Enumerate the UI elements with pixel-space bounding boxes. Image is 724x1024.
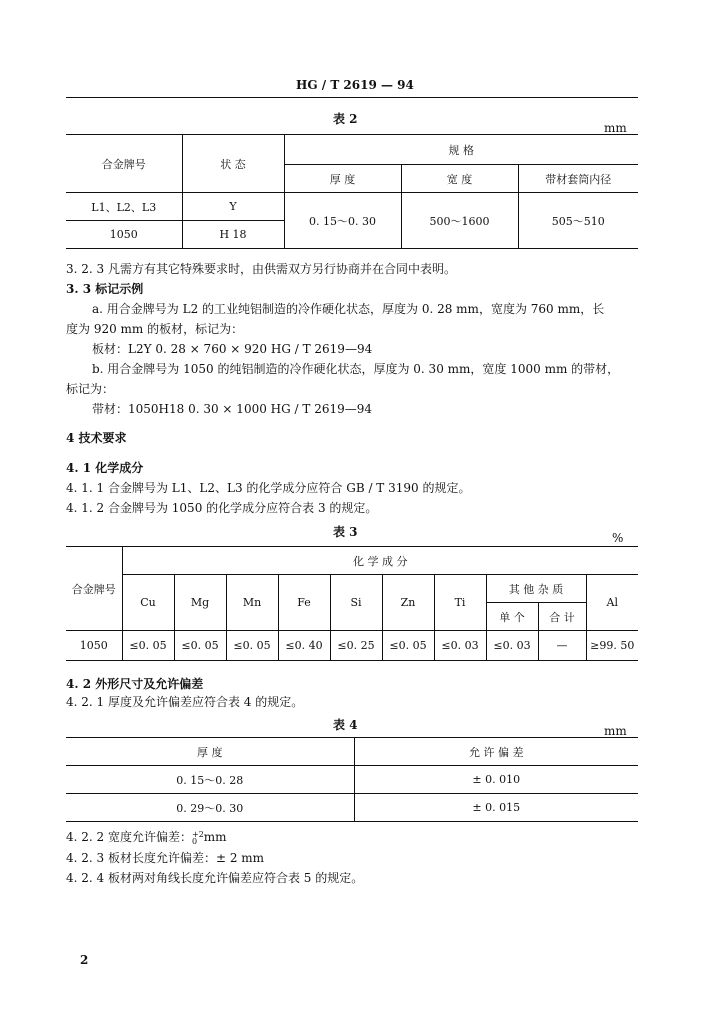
table2-cell-alloy: L1、L2、L3 [66,193,182,221]
table2-cell-thickness: 0. 15～0. 30 [284,193,401,249]
table2-cell-inner: 505～510 [518,193,638,249]
clause-4-1-1: 4. 1. 1 合金牌号为 L1、L2、L3 的化学成分应符合 GB / T 3190 的规定。 [66,481,471,495]
table2-header-thickness: 厚 度 [284,165,401,193]
table3-header-mn: Mn [226,575,278,631]
table3-header-mg: Mg [174,575,226,631]
clause-3-2-3: 3. 2. 3 凡需方有其它特殊要求时，由供需双方另行协商并在合同中表明。 [66,262,456,276]
clause-4-2-1: 4. 2. 1 厚度及允许偏差应符合表 4 的规定。 [66,695,304,709]
table3-cell-total: — [538,631,586,661]
table4-cell-deviation: ± 0. 010 [354,766,638,794]
table2-cell-state: H 18 [182,221,284,249]
table4 [66,737,638,822]
clause-4-2-2 [66,827,227,847]
clause-4-2-2-label: 4. 2. 2 宽度允许偏差： [66,830,192,844]
table3-cell-al: ≥99. 50 [586,631,638,661]
clause-4-2-4: 4. 2. 4 板材两对角线长度允许偏差应符合表 5 的规定。 [66,871,364,885]
table2-unit: mm [604,121,627,135]
table4-header-deviation: 允 许 偏 差 [354,738,638,766]
example-a-mark: 板材：L2Y 0. 28 × 760 × 920 HG / T 2619—94 [92,342,373,356]
table2-cell-alloy: 1050 [66,221,182,249]
table3-header-si: Si [330,575,382,631]
table3-header-cu: Cu [122,575,174,631]
table4-header-thickness: 厚 度 [66,738,354,766]
example-b-line2: 标记为： [66,382,115,396]
table2-header-alloy: 合金牌号 [66,135,182,193]
heading-4: 4 技术要求 [66,431,127,445]
table2-cell-width: 500～1600 [401,193,518,249]
table3-cell-mn: ≤0. 05 [226,631,278,661]
table2-cell-state: Y [182,193,284,221]
table3-unit: % [612,531,624,545]
example-a-line2: 度为 920 mm 的板材，标记为： [66,322,244,336]
example-b-mark: 带材：1050H18 0. 30 × 1000 HG / T 2619—94 [92,402,373,416]
table3-cell-fe: ≤0. 40 [278,631,330,661]
heading-4-1: 4. 1 化学成分 [66,461,144,475]
table3-cell-zn: ≤0. 05 [382,631,434,661]
table3-header-ti: Ti [434,575,486,631]
example-a-line1: a. 用合金牌号为 L2 的工业纯铝制造的冷作硬化状态，厚度为 0. 28 mm，宽度为 760 mm，长 [92,302,605,316]
table2-header-width: 宽 度 [401,165,518,193]
table3-cell-mg: ≤0. 05 [174,631,226,661]
table3-cell-single: ≤0. 03 [486,631,538,661]
table3-header-al: Al [586,575,638,631]
standard-code: HG / T 2619 — 94 [296,78,414,92]
table3-header-zn: Zn [382,575,434,631]
tolerance-lower: 0 [191,836,198,846]
table2-header-state: 状 态 [182,135,284,193]
table3-caption: 表 3 [333,525,358,539]
table4-cell-thickness: 0. 29～0. 30 [66,794,354,822]
tolerance-unit: mm [203,830,227,844]
table3 [66,546,638,661]
table3-cell-ti: ≤0. 03 [434,631,486,661]
table3-header-chem: 化 学 成 分 [122,547,638,575]
heading-3-3: 3. 3 标记示例 [66,282,144,296]
table2-caption: 表 2 [333,112,358,126]
table4-unit: mm [604,724,627,738]
header-rule [66,97,638,98]
table3-cell-si: ≤0. 25 [330,631,382,661]
tolerance-upper: +2 [191,829,204,839]
clause-4-1-2: 4. 1. 2 合金牌号为 1050 的化学成分应符合表 3 的规定。 [66,501,378,515]
table4-cell-thickness: 0. 15～0. 28 [66,766,354,794]
page-number: 2 [80,953,89,967]
table2-header-inner: 带材套筒内径 [518,165,638,193]
table3-header-other: 其 他 杂 质 [486,575,586,603]
clause-4-2-3: 4. 2. 3 板材长度允许偏差：± 2 mm [66,851,265,865]
table2 [66,134,638,249]
table4-cell-deviation: ± 0. 015 [354,794,638,822]
table3-header-fe: Fe [278,575,330,631]
table2-header-spec: 规 格 [284,135,638,165]
table3-cell-alloy: 1050 [66,631,122,661]
table3-header-alloy: 合金牌号 [66,547,122,631]
table3-cell-cu: ≤0. 05 [122,631,174,661]
table3-header-single: 单 个 [486,603,538,631]
heading-4-2: 4. 2 外形尺寸及允许偏差 [66,677,204,691]
table4-caption: 表 4 [333,718,358,732]
width-tolerance [192,831,204,845]
table3-header-total: 合 计 [538,603,586,631]
example-b-line1: b. 用合金牌号为 1050 的纯铝制造的冷作硬化状态，厚度为 0. 30 mm，宽度 1000 mm 的带材， [92,362,620,376]
